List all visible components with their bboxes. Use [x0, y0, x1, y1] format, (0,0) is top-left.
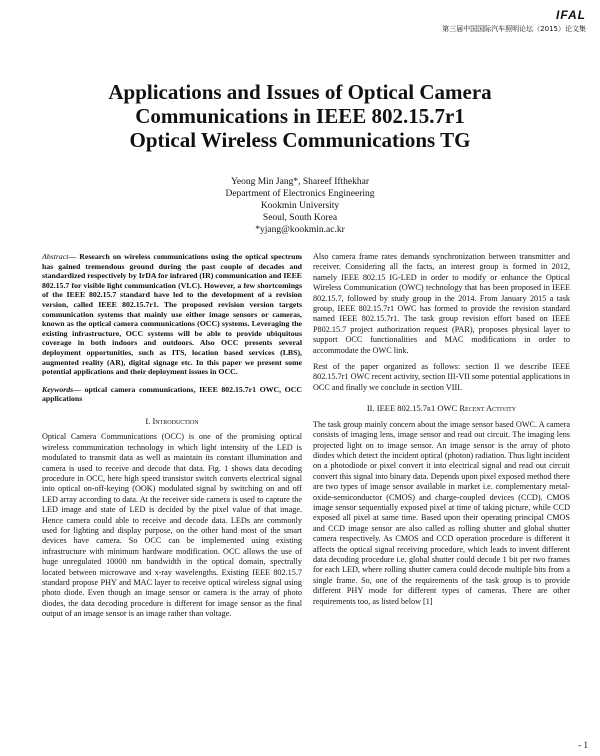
author-department: Department of Electronics Engineering: [225, 189, 375, 199]
keywords-text: — optical camera communications, IEEE 802.15.7r1 OWC, OCC applications: [42, 384, 302, 404]
author-university: Kookmin University: [260, 201, 340, 211]
paper-title: [40, 80, 560, 152]
keywords: [42, 385, 302, 404]
keywords-label: Keywords: [42, 384, 74, 394]
author-location: Seoul, South Korea: [262, 213, 338, 223]
author-block: [150, 176, 450, 236]
introduction-paragraph: Optical Camera Communications (OCC) is one of the promising optical wireless communication technology in which light intensity of the LED is modulated to transmit data as well as maintain its constant illumination and camera is used to receive and decode that data. Fig. 1 shows data decoding procedure in OCC, here high speed transistor switch converts electrical signal into optical on-off-keying (OOK) modulated signal by switching on and off LED array according to data. At the receiver side camera is used to capture the LED image and state of LED is decided by the pixel value of that image. Hence camera could able to receive and decode data. LEDs are commonly used for lighting and display purpose, on the other hand most of the smart devices have camera. So OCC can be implemented using existing infrastructure with minimum hardware modification. OCC allows the use of huge unregulated 10000 nm bandwidth in the optical domain, spectrally located between microwave and x-ray wavelengths. Existing IEEE 802.15.7 standard propose PHY and MAC layer to receive optical wireless signal using photo diode. Even though an image sensor or camera is the array of photo diodes, the data decoding procedure is different for image sensor as the final output of an image sensor is an image rather than voltage.: [42, 432, 302, 619]
abstract-text: — Research on wireless communications using the optical spectrum has gained tremendous ground during the past couple of decades and standardized respectively by IrDA for infrared (IR) communication and IEEE 802.15.7 for visible light communication (VLC). However, a few shortcomings of the IEEE 802.15.7 standard have led to the development of a revision version, called IEEE 802.15.7r1. The proposed revision version targets communication systems that mainly use either image sensors or cameras, known as the optical camera communications (OCC) systems. Leveraging the existing infrastructure, OCC systems will be able to provide ubiquitous coverage in both indoors and outdoors. Also OCC presents several deployment opportunities, such as ITS, location based services (LBS), augmented reality (AR), digital signage etc. In this paper we present some potential applications and their deployment issues in OCC.: [42, 252, 302, 377]
right-paragraph-1: Also camera frame rates demands synchronization between transmitter and receiver. Considering all the facts, an interest group is formed in 2012, namely IEEE 802.15 IG-LED in order to modify or enhance the Optical Wireless Communication (OWC) technology that has been proposed in IEEE 802.15.7, followed by study group in the 2014. From January 2015 a task group, IEEE 802.15.7r1 OWC has formed to provide the revision standard named IEEE 802.15.7r1. The task group revision effort based on IEEE P802.15.7 project authorization request (PAR), proposes physical layer to support OCC functionalities and MAC modifications in order to accommodate the OWC link.: [313, 252, 570, 355]
title-line-2: Communications in IEEE 802.15.7r1: [135, 104, 465, 128]
logo-text: IFAL: [556, 8, 586, 22]
right-column: [313, 252, 570, 613]
left-column: [42, 252, 302, 626]
section-heading-introduction: I. Introduction: [145, 415, 199, 426]
author-names: Yeong Min Jang*, Shareef Ifthekhar: [230, 177, 370, 187]
title-line-1: Applications and Issues of Optical Camera: [108, 80, 492, 104]
abstract: [42, 252, 302, 377]
title-line-3: Optical Wireless Communications TG: [129, 128, 471, 152]
abstract-label: Abstract: [42, 252, 69, 261]
section-heading-recent-activity: II. IEEE 802.15.7r1 OWC Recent Activity: [366, 403, 517, 414]
conference-line: 第三届中国国际汽车照明论坛（2015）论文集: [442, 25, 586, 33]
conference-logo: [442, 8, 586, 34]
author-email: *yjang@kookmin.ac.kr: [255, 225, 345, 235]
page-number: - 1: [578, 740, 588, 750]
right-paragraph-3: The task group mainly concern about the image sensor based OWC. A camera consists of imaging lens, image sensor and read out circuit. The imaging lens projected light on to image sensor. An image sensor is the array of photo diodes which detect the incident optical (photon) radiation. Thus light incident on a photodiode or pixel convert it into electrical signal and read out circuit convert this signal into binary data. Depends upon pixel exposed method there are two types of image sensor available in market i.e. complementary metal-oxide-semiconductor (CMOS) and charge-coupled devices (CCD). CMOS image sensor sequentially exposed pixel at time of taking picture, while CCD exposed all pixel at same time. Based upon their operating principal CMOS and CCD image sensor are also called as rolling shutter and global shutter camera respectively. As CMOS and CCD operation procedure is different it affects the optical signal receiving procedure, which leads to invent different data decoding procedure i.e. global shutter could decode 1 bit per two frames for each LED, where rolling shutter camera could decode multiple bits from a single frame. So, one of the requirements of the task group is to provide different PHY mode for different types of cameras. There are other requirements too, as listed below [1]: [313, 419, 571, 606]
right-paragraph-2: Rest of the paper organized as follows: section II we describe IEEE 802.15.7r1 OWC recent activity, section III-VII some potential applications in OCC and finally we conclude in section VIII.: [313, 362, 570, 392]
